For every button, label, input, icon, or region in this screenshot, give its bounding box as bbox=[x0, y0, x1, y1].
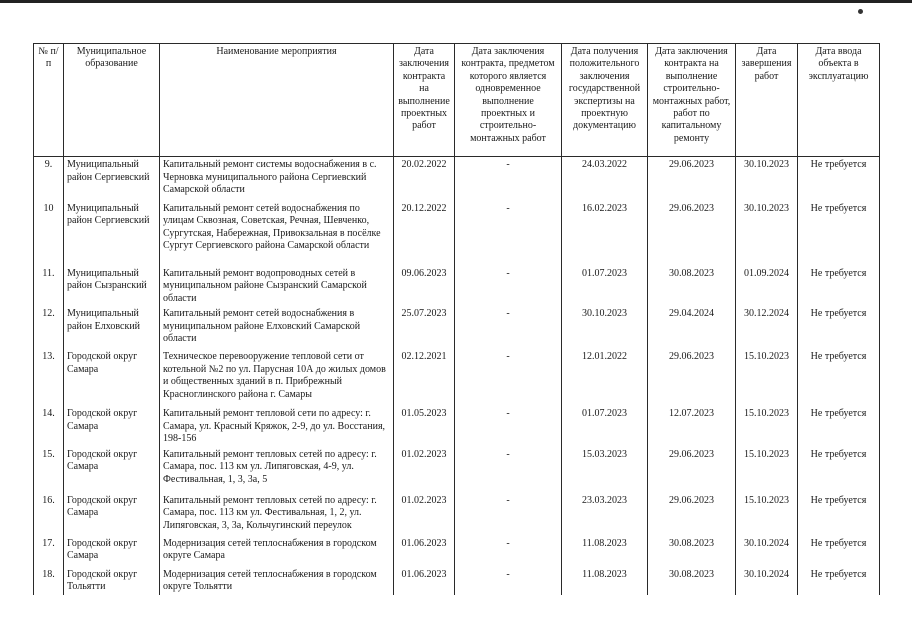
commissioning-cell: Не требуется bbox=[798, 349, 880, 406]
table-row bbox=[34, 306, 880, 349]
expertise-date-cell: 11.08.2023 bbox=[562, 567, 648, 595]
header-completion-date: Дата завершения работ bbox=[736, 44, 798, 157]
completion-date-cell: 30.10.2023 bbox=[736, 201, 798, 266]
municipality-cell bbox=[64, 406, 160, 447]
design-contract-date-cell: 20.02.2022 bbox=[394, 157, 455, 201]
expertise-date-cell: 16.02.2023 bbox=[562, 201, 648, 266]
row-number: 16. bbox=[34, 493, 64, 536]
construction-contract-date-cell: 29.06.2023 bbox=[648, 493, 736, 536]
municipality-text: Городской округ Самара bbox=[67, 494, 138, 518]
table-row bbox=[34, 406, 880, 447]
combined-contract-date-cell: - bbox=[455, 536, 562, 567]
combined-contract-date-cell: - bbox=[455, 157, 562, 201]
municipality-text: Муниципальный район Елховский bbox=[67, 308, 141, 332]
expertise-date-cell: 30.10.2023 bbox=[562, 306, 648, 349]
completion-date-cell: 30.10.2024 bbox=[736, 536, 798, 567]
page-top-border bbox=[0, 0, 912, 3]
activity-cell: Капитальный ремонт тепловых сетей по адресу: г. Самара, пос. 113 км ул. Липяговская, 4-9, ул. Фестивальная, 1, 3, 3а, 5 bbox=[160, 447, 394, 493]
commissioning-cell: Не требуется bbox=[798, 406, 880, 447]
header-commissioning-date: Дата ввода объекта в эксплуатацию bbox=[798, 44, 880, 157]
header-combined-contract-date: Дата заключения контракта, предметом которого является одновременное выполнение проектных и строительно-монтажных работ bbox=[455, 44, 562, 157]
activity-cell: Капитальный ремонт сетей водоснабжения в муниципальном районе Елховский Самарской области bbox=[160, 306, 394, 349]
row-number: 13. bbox=[34, 349, 64, 406]
combined-contract-date-cell: - bbox=[455, 306, 562, 349]
table-row bbox=[34, 536, 880, 567]
expertise-date-cell: 01.07.2023 bbox=[562, 266, 648, 307]
expertise-date-cell: 01.07.2023 bbox=[562, 406, 648, 447]
municipality-text: Муниципальный район Сергиевский bbox=[67, 159, 150, 183]
completion-date-cell: 30.10.2024 bbox=[736, 567, 798, 595]
design-contract-date-cell: 01.06.2023 bbox=[394, 567, 455, 595]
combined-contract-date-cell: - bbox=[455, 447, 562, 493]
municipality-cell bbox=[64, 536, 160, 567]
construction-contract-date-cell: 29.04.2024 bbox=[648, 306, 736, 349]
completion-date-cell: 01.09.2024 bbox=[736, 266, 798, 307]
row-number: 15. bbox=[34, 447, 64, 493]
expertise-date-cell: 11.08.2023 bbox=[562, 536, 648, 567]
row-number: 14. bbox=[34, 406, 64, 447]
municipality-text: Городской округ Самара bbox=[67, 408, 138, 432]
activity-cell: Модернизация сетей теплоснабжения в городском округе Самара bbox=[160, 536, 394, 567]
combined-contract-date-cell: - bbox=[455, 266, 562, 307]
design-contract-date-cell: 01.05.2023 bbox=[394, 406, 455, 447]
commissioning-cell: Не требуется bbox=[798, 536, 880, 567]
header-construction-contract-date: Дата заключения контракта на выполнение строительно-монтажных работ, работ по капитальному ремонту bbox=[648, 44, 736, 157]
municipality-text: Городской округ Самара bbox=[67, 351, 138, 375]
design-contract-date-cell: 25.07.2023 bbox=[394, 306, 455, 349]
table-row bbox=[34, 447, 880, 493]
commissioning-cell: Не требуется bbox=[798, 493, 880, 536]
table-row bbox=[34, 349, 880, 406]
expertise-date-cell: 24.03.2022 bbox=[562, 157, 648, 201]
municipality-text: Городской округ Самара bbox=[67, 448, 138, 472]
design-contract-date-cell: 01.02.2023 bbox=[394, 447, 455, 493]
completion-date-cell: 30.12.2024 bbox=[736, 306, 798, 349]
table-row bbox=[34, 493, 880, 536]
commissioning-cell: Не требуется bbox=[798, 157, 880, 201]
schedule-table bbox=[33, 43, 880, 595]
activity-cell: Капитальный ремонт тепловой сети по адресу: г. Самара, ул. Красный Кряжок, 2-9, до ул. Восстания, 198-156 bbox=[160, 406, 394, 447]
construction-contract-date-cell: 30.08.2023 bbox=[648, 536, 736, 567]
construction-contract-date-cell: 29.06.2023 bbox=[648, 157, 736, 201]
row-number: 12. bbox=[34, 306, 64, 349]
table-row bbox=[34, 567, 880, 595]
row-number: 18. bbox=[34, 567, 64, 595]
row-number: 10 bbox=[34, 201, 64, 266]
row-number: 11. bbox=[34, 266, 64, 307]
header-expertise-date: Дата получения положительного заключения государственной экспертизы на проектную документацию bbox=[562, 44, 648, 157]
header-municipality: Муниципальное образование bbox=[64, 44, 160, 157]
combined-contract-date-cell: - bbox=[455, 493, 562, 536]
design-contract-date-cell: 02.12.2021 bbox=[394, 349, 455, 406]
municipality-cell bbox=[64, 567, 160, 595]
combined-contract-date-cell: - bbox=[455, 201, 562, 266]
expertise-date-cell: 23.03.2023 bbox=[562, 493, 648, 536]
commissioning-cell: Не требуется bbox=[798, 266, 880, 307]
municipality-cell bbox=[64, 493, 160, 536]
design-contract-date-cell: 01.02.2023 bbox=[394, 493, 455, 536]
municipality-text: Муниципальный район Сергиевский bbox=[67, 202, 150, 226]
construction-contract-date-cell: 12.07.2023 bbox=[648, 406, 736, 447]
combined-contract-date-cell: - bbox=[455, 406, 562, 447]
completion-date-cell: 15.10.2023 bbox=[736, 406, 798, 447]
design-contract-date-cell: 20.12.2022 bbox=[394, 201, 455, 266]
commissioning-cell: Не требуется bbox=[798, 447, 880, 493]
activity-cell: Техническое перевооружение тепловой сети от котельной №2 по ул. Парусная 10А до жилых домов и общественных зданий в п. Прибрежный Красноглинского района г. Самары bbox=[160, 349, 394, 406]
row-number: 17. bbox=[34, 536, 64, 567]
completion-date-cell: 15.10.2023 bbox=[736, 349, 798, 406]
header-num: № п/п bbox=[34, 44, 64, 157]
design-contract-date-cell: 09.06.2023 bbox=[394, 266, 455, 307]
municipality-cell bbox=[64, 306, 160, 349]
construction-contract-date-cell: 30.08.2023 bbox=[648, 567, 736, 595]
commissioning-cell: Не требуется bbox=[798, 201, 880, 266]
table-header-row bbox=[34, 44, 880, 157]
commissioning-cell: Не требуется bbox=[798, 567, 880, 595]
construction-contract-date-cell: 30.08.2023 bbox=[648, 266, 736, 307]
municipality-cell bbox=[64, 349, 160, 406]
municipality-text: Муниципальный район Сызранский bbox=[67, 267, 147, 291]
design-contract-date-cell: 01.06.2023 bbox=[394, 536, 455, 567]
activity-cell: Модернизация сетей теплоснабжения в городском округе Тольятти bbox=[160, 567, 394, 595]
municipality-cell bbox=[64, 266, 160, 307]
table-row bbox=[34, 157, 880, 201]
expertise-date-cell: 15.03.2023 bbox=[562, 447, 648, 493]
combined-contract-date-cell: - bbox=[455, 349, 562, 406]
expertise-date-cell: 12.01.2022 bbox=[562, 349, 648, 406]
activity-cell: Капитальный ремонт тепловых сетей по адресу: г. Самара, пос. 113 км ул. Фестивальная, 1, 2, ул. Липяговская, 3, 3а, Кольчугинский переулок bbox=[160, 493, 394, 536]
municipality-text: Городской округ Самара bbox=[67, 537, 138, 561]
combined-contract-date-cell: - bbox=[455, 567, 562, 595]
construction-contract-date-cell: 29.06.2023 bbox=[648, 349, 736, 406]
header-design-contract-date: Дата заключения контракта на выполнение проектных работ bbox=[394, 44, 455, 157]
completion-date-cell: 15.10.2023 bbox=[736, 493, 798, 536]
table-row bbox=[34, 266, 880, 307]
municipality-cell bbox=[64, 447, 160, 493]
activity-cell: Капитальный ремонт системы водоснабжения в с. Черновка муниципального района Сергиевский Самарской области bbox=[160, 157, 394, 201]
municipality-cell bbox=[64, 157, 160, 201]
scan-speck bbox=[858, 9, 863, 14]
construction-contract-date-cell: 29.06.2023 bbox=[648, 447, 736, 493]
municipality-text: Городской округ Тольятти bbox=[67, 568, 138, 592]
completion-date-cell: 30.10.2023 bbox=[736, 157, 798, 201]
activity-cell: Капитальный ремонт водопроводных сетей в муниципальном районе Сызранский Самарской области bbox=[160, 266, 394, 307]
header-activity: Наименование мероприятия bbox=[160, 44, 394, 157]
completion-date-cell: 15.10.2023 bbox=[736, 447, 798, 493]
table-row bbox=[34, 201, 880, 266]
row-number: 9. bbox=[34, 157, 64, 201]
construction-contract-date-cell: 29.06.2023 bbox=[648, 201, 736, 266]
municipality-cell bbox=[64, 201, 160, 266]
activity-cell: Капитальный ремонт сетей водоснабжения по улицам Сквозная, Советская, Речная, Шевченко, Сургутская, Набережная, Привокзальная в посёлке Сургут Сергиевского района Самарской области bbox=[160, 201, 394, 266]
commissioning-cell: Не требуется bbox=[798, 306, 880, 349]
